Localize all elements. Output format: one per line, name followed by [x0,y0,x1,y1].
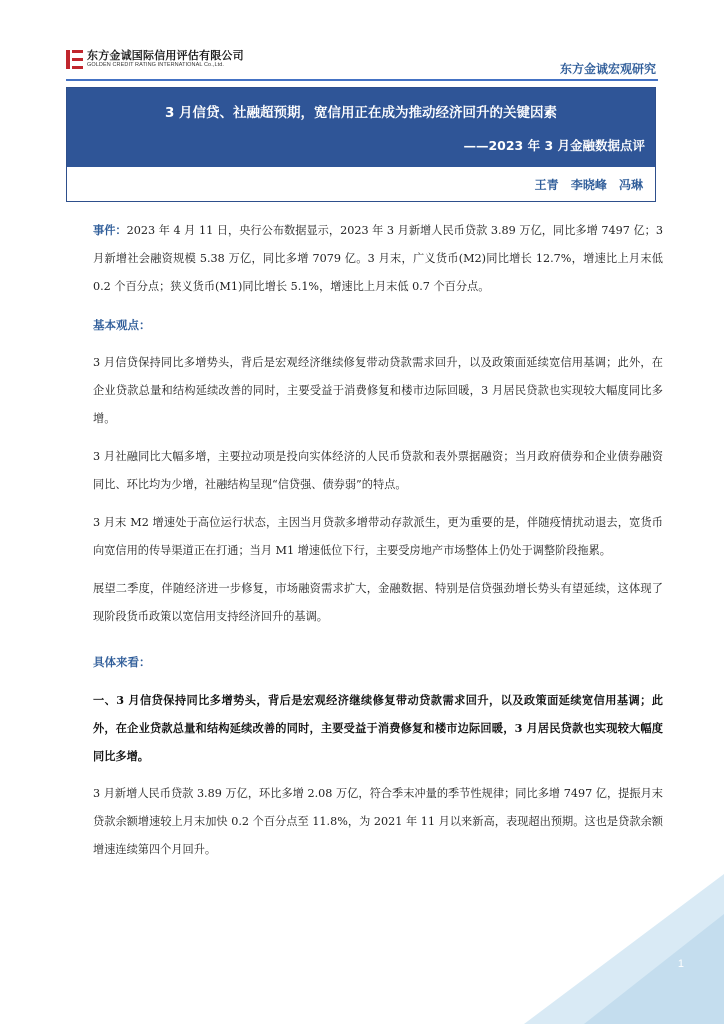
report-authors: 王青 李晓峰 冯琳 [534,178,643,192]
logo-company-name-en: GOLDEN CREDIT RATING INTERNATIONAL Co.,Ltd. [87,62,225,68]
report-subtitle: ——2023 年 3 月金融数据点评 [463,138,645,153]
details-heading-paragraph: 一、3 月信贷保持同比多增势头，背后是宏观经济继续修复带动贷款需求回升，以及政策面延续宽信用基调；此外，在企业贷款总量和结构延续改善的同时，主要受益于消费修复和楼市边际回暖，3 月居民贷款也实现较大幅度同比多增。 [93,693,663,763]
company-logo [66,50,244,69]
event-text: 2023 年 4 月 11 日，央行公布数据显示，2023 年 3 月新增人民币贷款 3.89 万亿，同比多增 7497 亿；3 月新增社会融资规模 5.38 万亿，同比多增 7079 亿。3 月末，广义货币(M2)同比增长 12.7%，增速比上月末低 0.2 个百分点；狭义货币(M1)同比增长 5.1%，增速比上月末低 0.7 个百分点。 [93,224,663,293]
basic-view-paragraph: 展望二季度，伴随经济进一步修复，市场融资需求扩大，金融数据、特别是信贷强劲增长势头有望延续，这体现了现阶段货币政策以宽信用支持经济回升的基调。 [93,582,663,623]
page-corner-decoration [524,874,724,1024]
logo-icon [66,50,83,69]
header-divider [66,79,658,81]
page-number: 1 [677,958,684,970]
details-heading: 具体来看： [93,655,151,669]
event-label: 事件： [93,223,127,237]
details-body-paragraph: 3 月新增人民币贷款 3.89 万亿，环比多增 2.08 万亿，符合季末冲量的季节性规律；同比多增 7497 亿，提振月末贷款余额增速较上月末加快 0.2 个百分点至 11.8%，为 2021 年 11 月以来新高，表现超出预期。这也是贷款余额增速连续第四个月回升。 [93,787,663,856]
basic-views-heading: 基本观点： [93,318,151,332]
basic-view-paragraph: 3 月末 M2 增速处于高位运行状态，主因当月贷款多增带动存款派生，更为重要的是，伴随疫情扰动退去，宽货币向宽信用的传导渠道正在打通；当月 M1 增速低位下行，主要受房地产市场整体上仍处于调整阶段拖累。 [93,516,663,557]
basic-view-paragraph: 3 月社融同比大幅多增，主要拉动项是投向实体经济的人民币贷款和表外票据融资；当月政府债券和企业债券融资同比、环比均为少增，社融结构呈现“信贷强、债券弱”的特点。 [93,450,663,491]
logo-company-name: 东方金诚国际信用评估有限公司 [87,49,244,62]
basic-view-paragraph: 3 月信贷保持同比多增势头，背后是宏观经济继续修复带动贷款需求回升，以及政策面延续宽信用基调；此外，在企业贷款总量和结构延续改善的同时，主要受益于消费修复和楼市边际回暖，3 月居民贷款也实现较大幅度同比多增。 [93,356,663,425]
report-title: 3 月信贷、社融超预期，宽信用正在成为推动经济回升的关键因素 [164,105,558,121]
report-body [93,216,663,864]
title-box [66,87,656,202]
title-band [67,88,655,167]
event-paragraph [93,216,663,301]
header-series-label: 东方金诚宏观研究 [559,62,656,76]
